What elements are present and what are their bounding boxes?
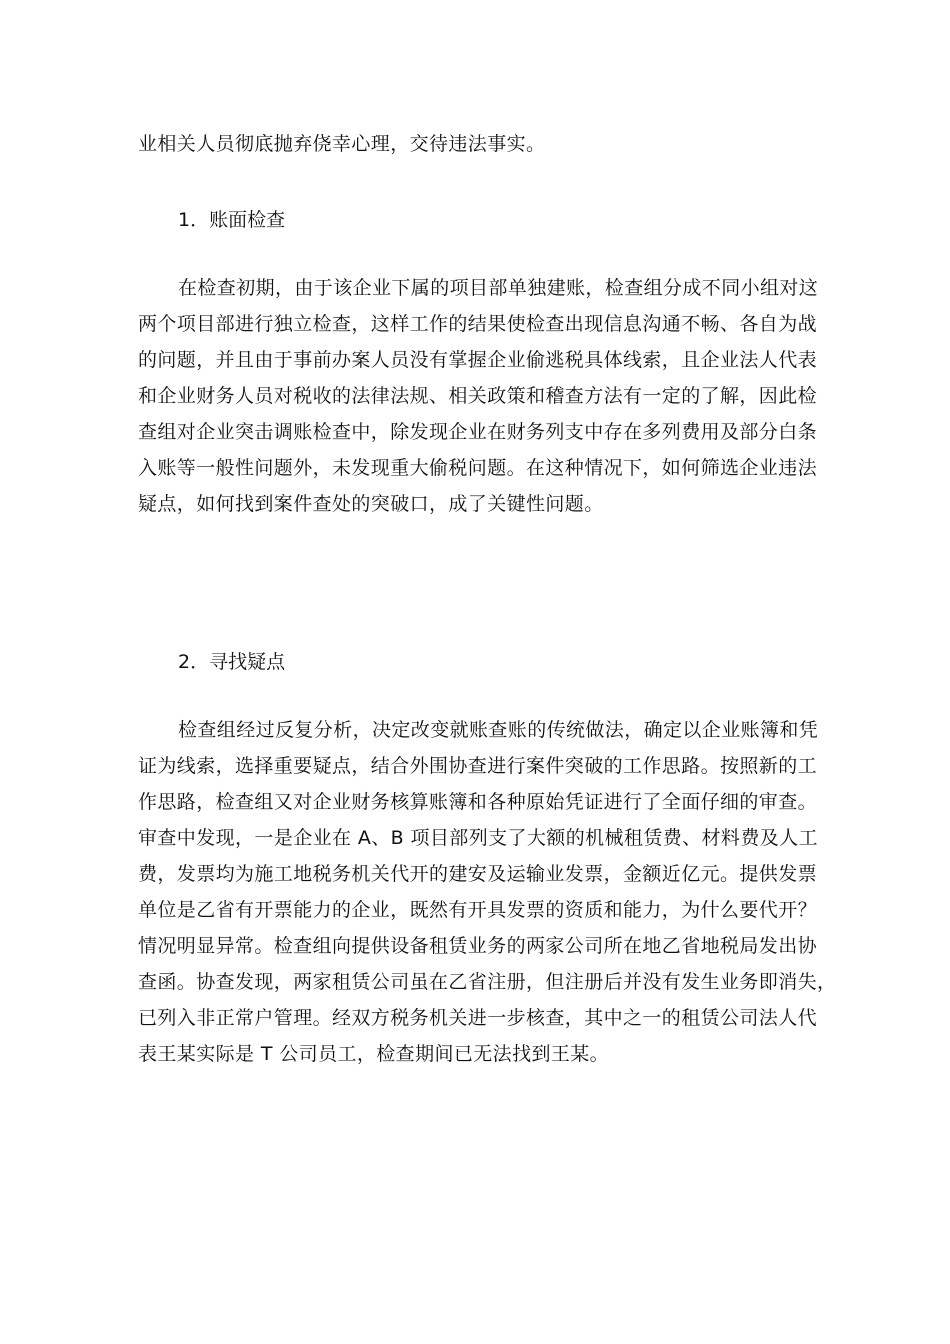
paragraph-line: 查组对企业突击调账检查中，除发现企业在财务列支中存在多列费用及部分白条 bbox=[138, 421, 818, 443]
section-1-paragraph bbox=[138, 270, 828, 522]
section-2-paragraph bbox=[138, 712, 837, 1072]
paragraph-line: 证为线索，选择重要疑点，结合外围协查进行案件突破的工作思路。按照新的工 bbox=[138, 755, 818, 777]
section-heading-1: 1．账面检查 bbox=[178, 209, 286, 231]
paragraph-line: 单位是乙省有开票能力的企业，既然有开具发票的资质和能力，为什么要代开？ bbox=[138, 899, 818, 921]
paragraph-line: 和企业财务人员对税收的法律法规、相关政策和稽查方法有一定的了解，因此检 bbox=[138, 385, 818, 407]
paragraph-line: 审查中发现，一是企业在 A、B 项目部列支了大额的机械租赁费、材料费及人工 bbox=[138, 827, 818, 849]
paragraph-line: 疑点，如何找到案件查处的突破口，成了关键性问题。 bbox=[138, 493, 604, 515]
paragraph-line: 作思路，检查组又对企业财务核算账簿和各种原始凭证进行了全面仔细的审查。 bbox=[138, 791, 818, 813]
section-2 bbox=[138, 644, 828, 680]
paragraph-line: 在检查初期，由于该企业下属的项目部单独建账，检查组分成不同小组对这 bbox=[178, 277, 819, 299]
paragraph-line: 两个项目部进行独立检查，这样工作的结果使检查出现信息沟通不畅、各自为战 bbox=[138, 313, 818, 335]
paragraph-line: 费，发票均为施工地税务机关代开的建安及运输业发票，金额近亿元。提供发票 bbox=[138, 863, 818, 885]
paragraph-line: 业相关人员彻底抛弃侥幸心理，交待违法事实。 bbox=[138, 133, 546, 155]
paragraph-line: 检查组经过反复分析，决定改变就账查账的传统做法，确定以企业账簿和凭 bbox=[178, 719, 819, 741]
paragraph-line: 的问题，并且由于事前办案人员没有掌握企业偷逃税具体线索，且企业法人代表 bbox=[138, 349, 818, 371]
section-heading-2: 2．寻找疑点 bbox=[178, 651, 286, 673]
paragraph-line: 已列入非正常户管理。经双方税务机关进一步核查，其中之一的租赁公司法人代 bbox=[138, 1007, 818, 1029]
paragraph-line: 查函。协查发现，两家租赁公司虽在乙省注册，但注册后并没有发生业务即消失， bbox=[138, 971, 837, 993]
paragraph-line: 入账等一般性问题外，未发现重大偷税问题。在这种情况下，如何筛选企业违法 bbox=[138, 457, 818, 479]
opening-paragraph bbox=[138, 126, 828, 162]
paragraph-line: 表王某实际是 T 公司员工，检查期间已无法找到王某。 bbox=[138, 1043, 610, 1065]
section-1 bbox=[138, 202, 828, 238]
paragraph-line: 情况明显异常。检查组向提供设备租赁业务的两家公司所在地乙省地税局发出协 bbox=[138, 935, 818, 957]
